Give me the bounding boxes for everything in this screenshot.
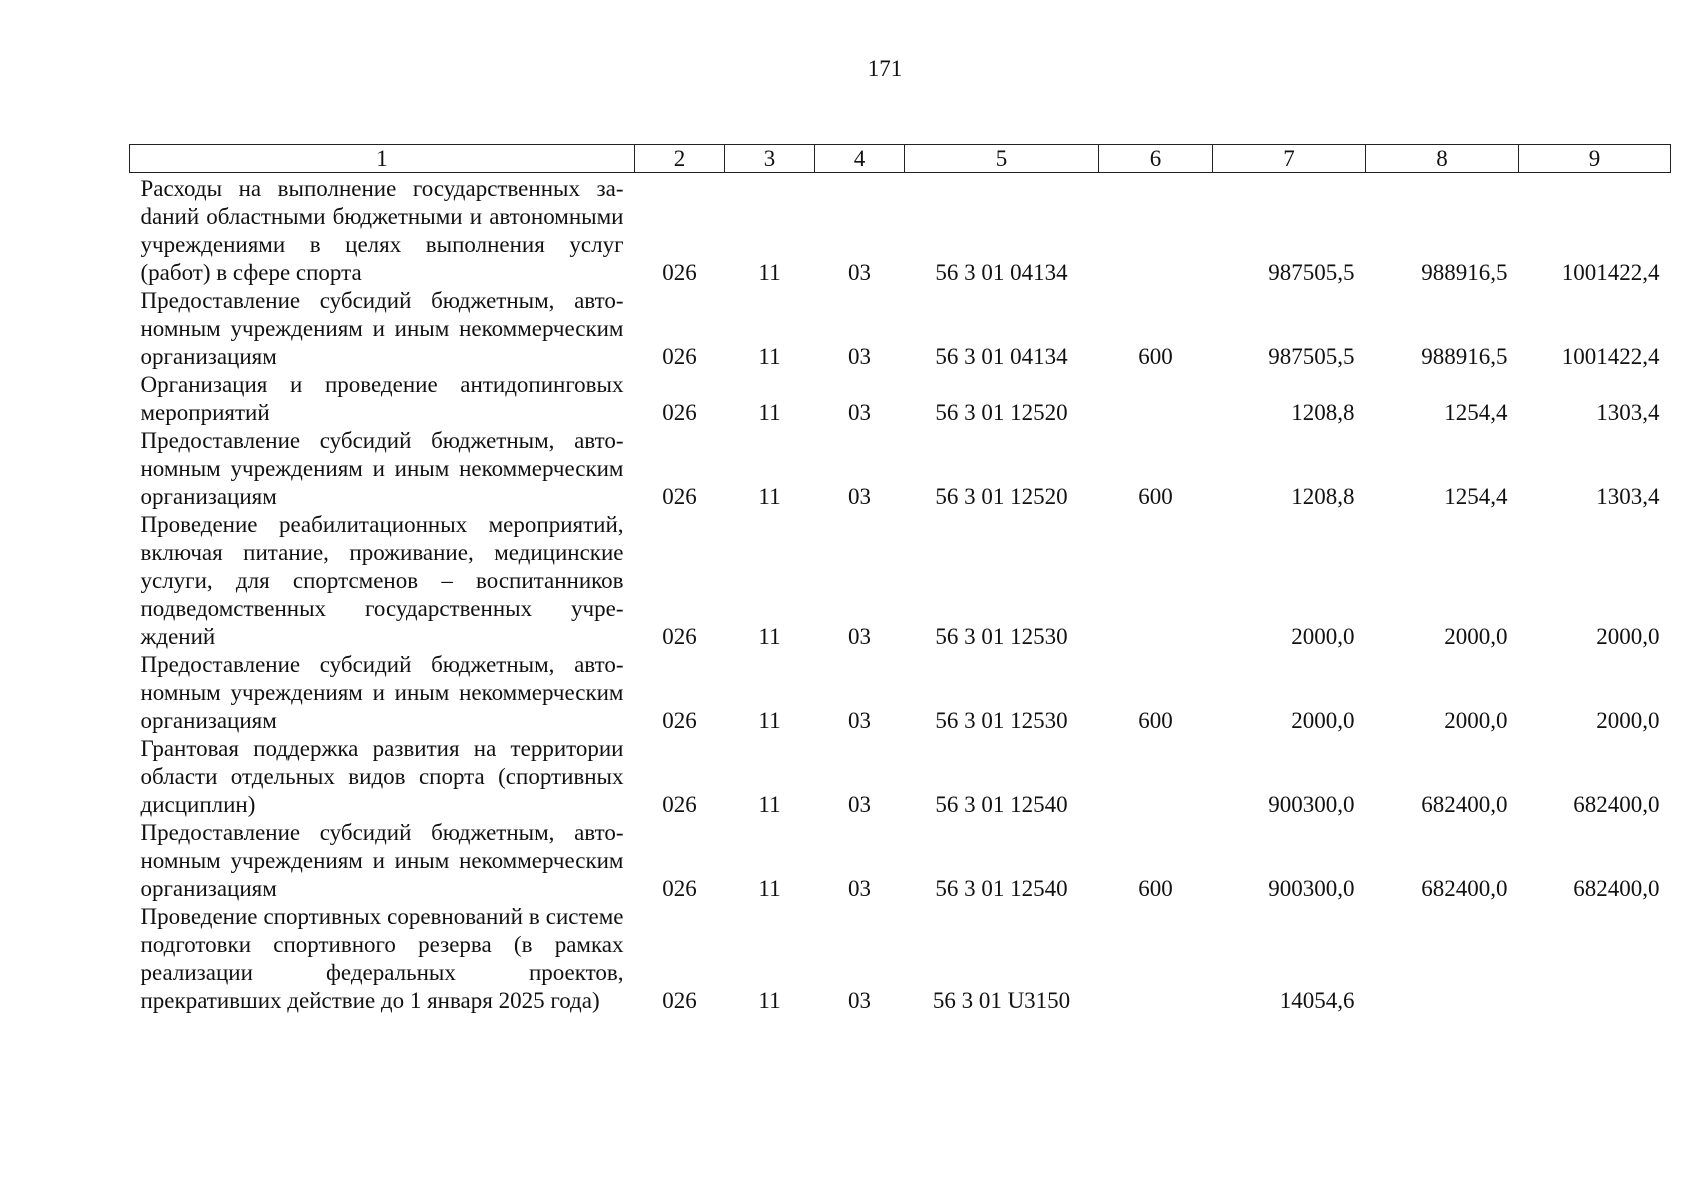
row-amount-year3: 682400,0 (1573, 792, 1660, 817)
row-section: 11 (758, 484, 781, 509)
row-target-article: 56 3 01 12520 (935, 484, 1068, 509)
page-number: 171 (867, 56, 903, 81)
row-target-article: 56 3 01 12520 (935, 400, 1068, 425)
row-amount-year3: 682400,0 (1573, 876, 1660, 901)
row-section: 11 (758, 708, 781, 733)
table-row (130, 511, 1671, 651)
column-header: 3 (725, 145, 815, 173)
row-amount-year3: 2000,0 (1596, 624, 1660, 649)
row-subsection: 03 (848, 400, 871, 425)
row-amount-year3: 2000,0 (1596, 708, 1660, 733)
table-row (130, 735, 1671, 819)
row-amount-year3: 1001422,4 (1561, 344, 1660, 369)
row-subsection: 03 (848, 484, 871, 509)
row-section: 11 (758, 988, 781, 1013)
row-grbs: 026 (662, 792, 697, 817)
row-expense-type: 600 (1138, 708, 1173, 733)
row-name: Предоставление субсидий бюджетным, автономным учреждениям и иным некоммерческим организациям (140, 428, 624, 509)
row-expense-type: 600 (1138, 484, 1173, 509)
row-subsection: 03 (848, 344, 871, 369)
row-amount-year2: 988916,5 (1421, 344, 1508, 369)
row-target-article: 56 3 01 12540 (935, 792, 1068, 817)
row-grbs: 026 (662, 988, 697, 1013)
table-row (130, 173, 1671, 288)
row-expense-type (1099, 173, 1213, 288)
row-section: 11 (758, 792, 781, 817)
row-name: Расходы на выполнение государственных заdаний областными бюджетными и автономными учреждениями в целях выполнения услуг (работ) в сфере спорта (140, 176, 624, 285)
row-target-article: 56 3 01 U3150 (932, 988, 1071, 1013)
row-amount-year1: 2000,0 (1291, 708, 1355, 733)
column-header: 8 (1366, 145, 1519, 173)
row-target-article: 56 3 01 12540 (935, 876, 1068, 901)
row-grbs: 026 (662, 400, 697, 425)
row-expense-type (1099, 903, 1213, 1015)
row-target-article: 56 3 01 12530 (935, 708, 1068, 733)
row-amount-year2: 988916,5 (1421, 260, 1508, 285)
row-expense-type: 600 (1138, 344, 1173, 369)
row-amount-year3: 1303,4 (1596, 400, 1660, 425)
row-expense-type (1099, 735, 1213, 819)
row-grbs: 026 (662, 624, 697, 649)
row-subsection: 03 (848, 624, 871, 649)
column-header: 1 (130, 145, 635, 173)
row-grbs: 026 (662, 708, 697, 733)
row-section: 11 (758, 260, 781, 285)
row-subsection: 03 (848, 876, 871, 901)
row-target-article: 56 3 01 12530 (935, 624, 1068, 649)
row-section: 11 (758, 624, 781, 649)
row-section: 11 (758, 400, 781, 425)
row-name: Предоставление субсидий бюджетным, автономным учреждениям и иным некоммерческим организациям (140, 288, 624, 369)
row-amount-year1: 987505,5 (1268, 344, 1355, 369)
row-grbs: 026 (662, 484, 697, 509)
row-section: 11 (758, 344, 781, 369)
row-expense-type (1099, 371, 1213, 427)
row-name: Проведение реабилитационных мероприятий, включая питание, проживание, медицинские услуги, для спортсменов – воспитанников подведомственных государственных учреждений (140, 512, 624, 649)
row-name: Грантовая поддержка развития на территории области отдельных видов спорта (спортивных дисциплин) (140, 736, 624, 817)
table-row (130, 371, 1671, 427)
row-amount-year1: 1208,8 (1291, 400, 1355, 425)
row-name: Предоставление субсидий бюджетным, автономным учреждениям и иным некоммерческим организациям (140, 820, 624, 901)
header-row (130, 145, 1671, 173)
row-amount-year3 (1519, 903, 1671, 1015)
row-amount-year1: 987505,5 (1268, 260, 1355, 285)
row-amount-year1: 1208,8 (1291, 484, 1355, 509)
budget-table (129, 144, 1671, 1015)
row-amount-year1: 900300,0 (1268, 876, 1355, 901)
row-amount-year2 (1366, 903, 1519, 1015)
table-row (130, 287, 1671, 371)
row-expense-type: 600 (1138, 876, 1173, 901)
row-subsection: 03 (848, 260, 871, 285)
column-header: 7 (1213, 145, 1366, 173)
row-name: Проведение спортивных соревнований в системе подготовки спортивного резерва (в рамках реализации федеральных проектов, прекративших действие до 1 января 2025 года) (140, 904, 624, 1013)
row-amount-year2: 682400,0 (1421, 876, 1508, 901)
row-grbs: 026 (662, 260, 697, 285)
row-subsection: 03 (848, 792, 871, 817)
table-row (130, 651, 1671, 735)
column-header: 5 (905, 145, 1099, 173)
column-header: 6 (1099, 145, 1213, 173)
row-amount-year2: 2000,0 (1444, 708, 1508, 733)
row-amount-year2: 682400,0 (1421, 792, 1508, 817)
row-grbs: 026 (662, 876, 697, 901)
row-amount-year2: 1254,4 (1444, 400, 1508, 425)
row-amount-year2: 2000,0 (1444, 624, 1508, 649)
column-header: 2 (635, 145, 725, 173)
table-row (130, 427, 1671, 511)
row-amount-year2: 1254,4 (1444, 484, 1508, 509)
row-name: Организация и проведение антидопинговых мероприятий (140, 372, 624, 425)
row-amount-year1: 14054,6 (1279, 988, 1355, 1013)
table-row (130, 903, 1671, 1015)
row-section: 11 (758, 876, 781, 901)
row-grbs: 026 (662, 344, 697, 369)
row-subsection: 03 (848, 988, 871, 1013)
row-target-article: 56 3 01 04134 (935, 260, 1068, 285)
row-amount-year1: 900300,0 (1268, 792, 1355, 817)
row-target-article: 56 3 01 04134 (935, 344, 1068, 369)
column-header: 4 (815, 145, 905, 173)
row-amount-year1: 2000,0 (1291, 624, 1355, 649)
column-header: 9 (1519, 145, 1671, 173)
row-name: Предоставление субсидий бюджетным, автономным учреждениям и иным некоммерческим организациям (140, 652, 624, 733)
row-amount-year3: 1001422,4 (1561, 260, 1660, 285)
row-amount-year3: 1303,4 (1596, 484, 1660, 509)
row-expense-type (1099, 511, 1213, 651)
row-subsection: 03 (848, 708, 871, 733)
table-row (130, 819, 1671, 903)
